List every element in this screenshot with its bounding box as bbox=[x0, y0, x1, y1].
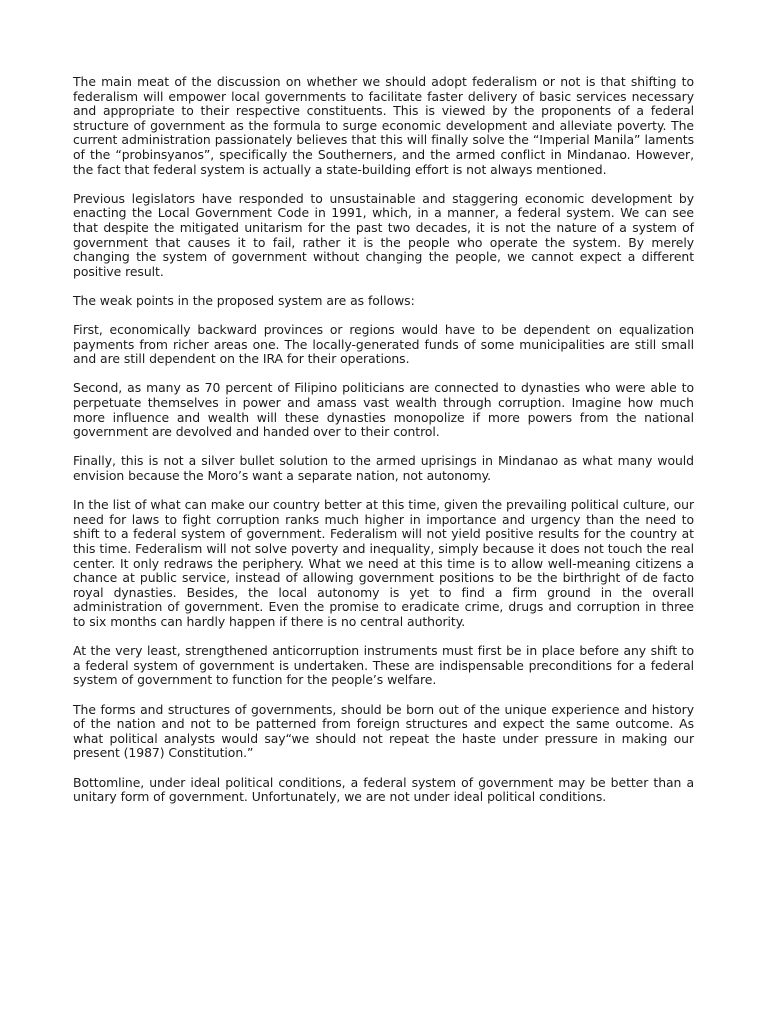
paragraph-forms-structures: The forms and structures of governments, should be born out of the unique experience and history of the nation and not to be patterned from foreign structures and expect the same outcome. As what political analysts would say“we should not repeat the haste under pressure in making our present (1987) Constitution.” bbox=[73, 701, 694, 761]
paragraph-third-point: Finally, this is not a silver bullet solution to the armed uprisings in Mindanao as what many would envision because the Moro’s want a separate nation, not autonomy. bbox=[73, 453, 694, 484]
document-body bbox=[73, 75, 694, 805]
paragraph-second-point: Second, as many as 70 percent of Filipino politicians are connected to dynasties who were able to perpetuate themselves in power and amass vast wealth through corruption. Imagine how much more influence and wealth will these dynasties monopolize if more powers from the national government are devolved and handed over to their control. bbox=[73, 380, 694, 440]
paragraph-anticorruption: At the very least, strengthened anticorruption instruments must first be in place before any shift to a federal system of government is undertaken. These are indispensable preconditions for a federal system of government to function for the people’s welfare. bbox=[73, 643, 694, 688]
paragraph-weak-points-intro: The weak points in the proposed system are as follows: bbox=[73, 292, 415, 308]
paragraph-intro: The main meat of the discussion on whether we should adopt federalism or not is that shifting to federalism will empower local governments to facilitate faster delivery of basic services necessary and appropriate to their respective constituents. This is viewed by the proponents of a federal structure of government as the formula to surge economic development and alleviate poverty. The current administration passionately believes that this will finally solve the “Imperial Manila” laments of the “probinsyanos”, specifically the Southerners, and the armed conflict in Mindanao. However, the fact that federal system is actually a state-building effort is not always mentioned. bbox=[73, 74, 694, 177]
paragraph-previous-legislators: Previous legislators have responded to unsustainable and staggering economic development by enacting the Local Government Code in 1991, which, in a manner, a federal system. We can see that despite the mitigated unitarism for the past two decades, it is not the nature of a system of government that causes it to fail, rather it is the people who operate the system. By merely changing the system of government without changing the people, we cannot expect a different positive result. bbox=[73, 190, 694, 279]
paragraph-corruption-priority: In the list of what can make our country better at this time, given the prevailing political culture, our need for laws to fight corruption ranks much higher in importance and urgency than the need to shift to a federal system of government. Federalism will not yield positive results for the country at this time. Federalism will not solve poverty and inequality, simply because it does not touch the real center. It only redraws the periphery. What we need at this time is to allow well-meaning citizens a chance at public service, instead of allowing government positions to be the birthright of de facto royal dynasties. Besides, the local autonomy is yet to find a firm ground in the overall administration of government. Even the promise to eradicate crime, drugs and corruption in three to six months can hardly happen if there is no central authority. bbox=[73, 497, 694, 629]
paragraph-first-point: First, economically backward provinces or regions would have to be dependent on equalization payments from richer areas one. The locally-generated funds of some municipalities are still small and are still dependent on the IRA for their operations. bbox=[73, 322, 694, 367]
paragraph-bottomline: Bottomline, under ideal political conditions, a federal system of government may be better than a unitary form of government. Unfortunately, we are not under ideal political conditions. bbox=[73, 774, 694, 805]
